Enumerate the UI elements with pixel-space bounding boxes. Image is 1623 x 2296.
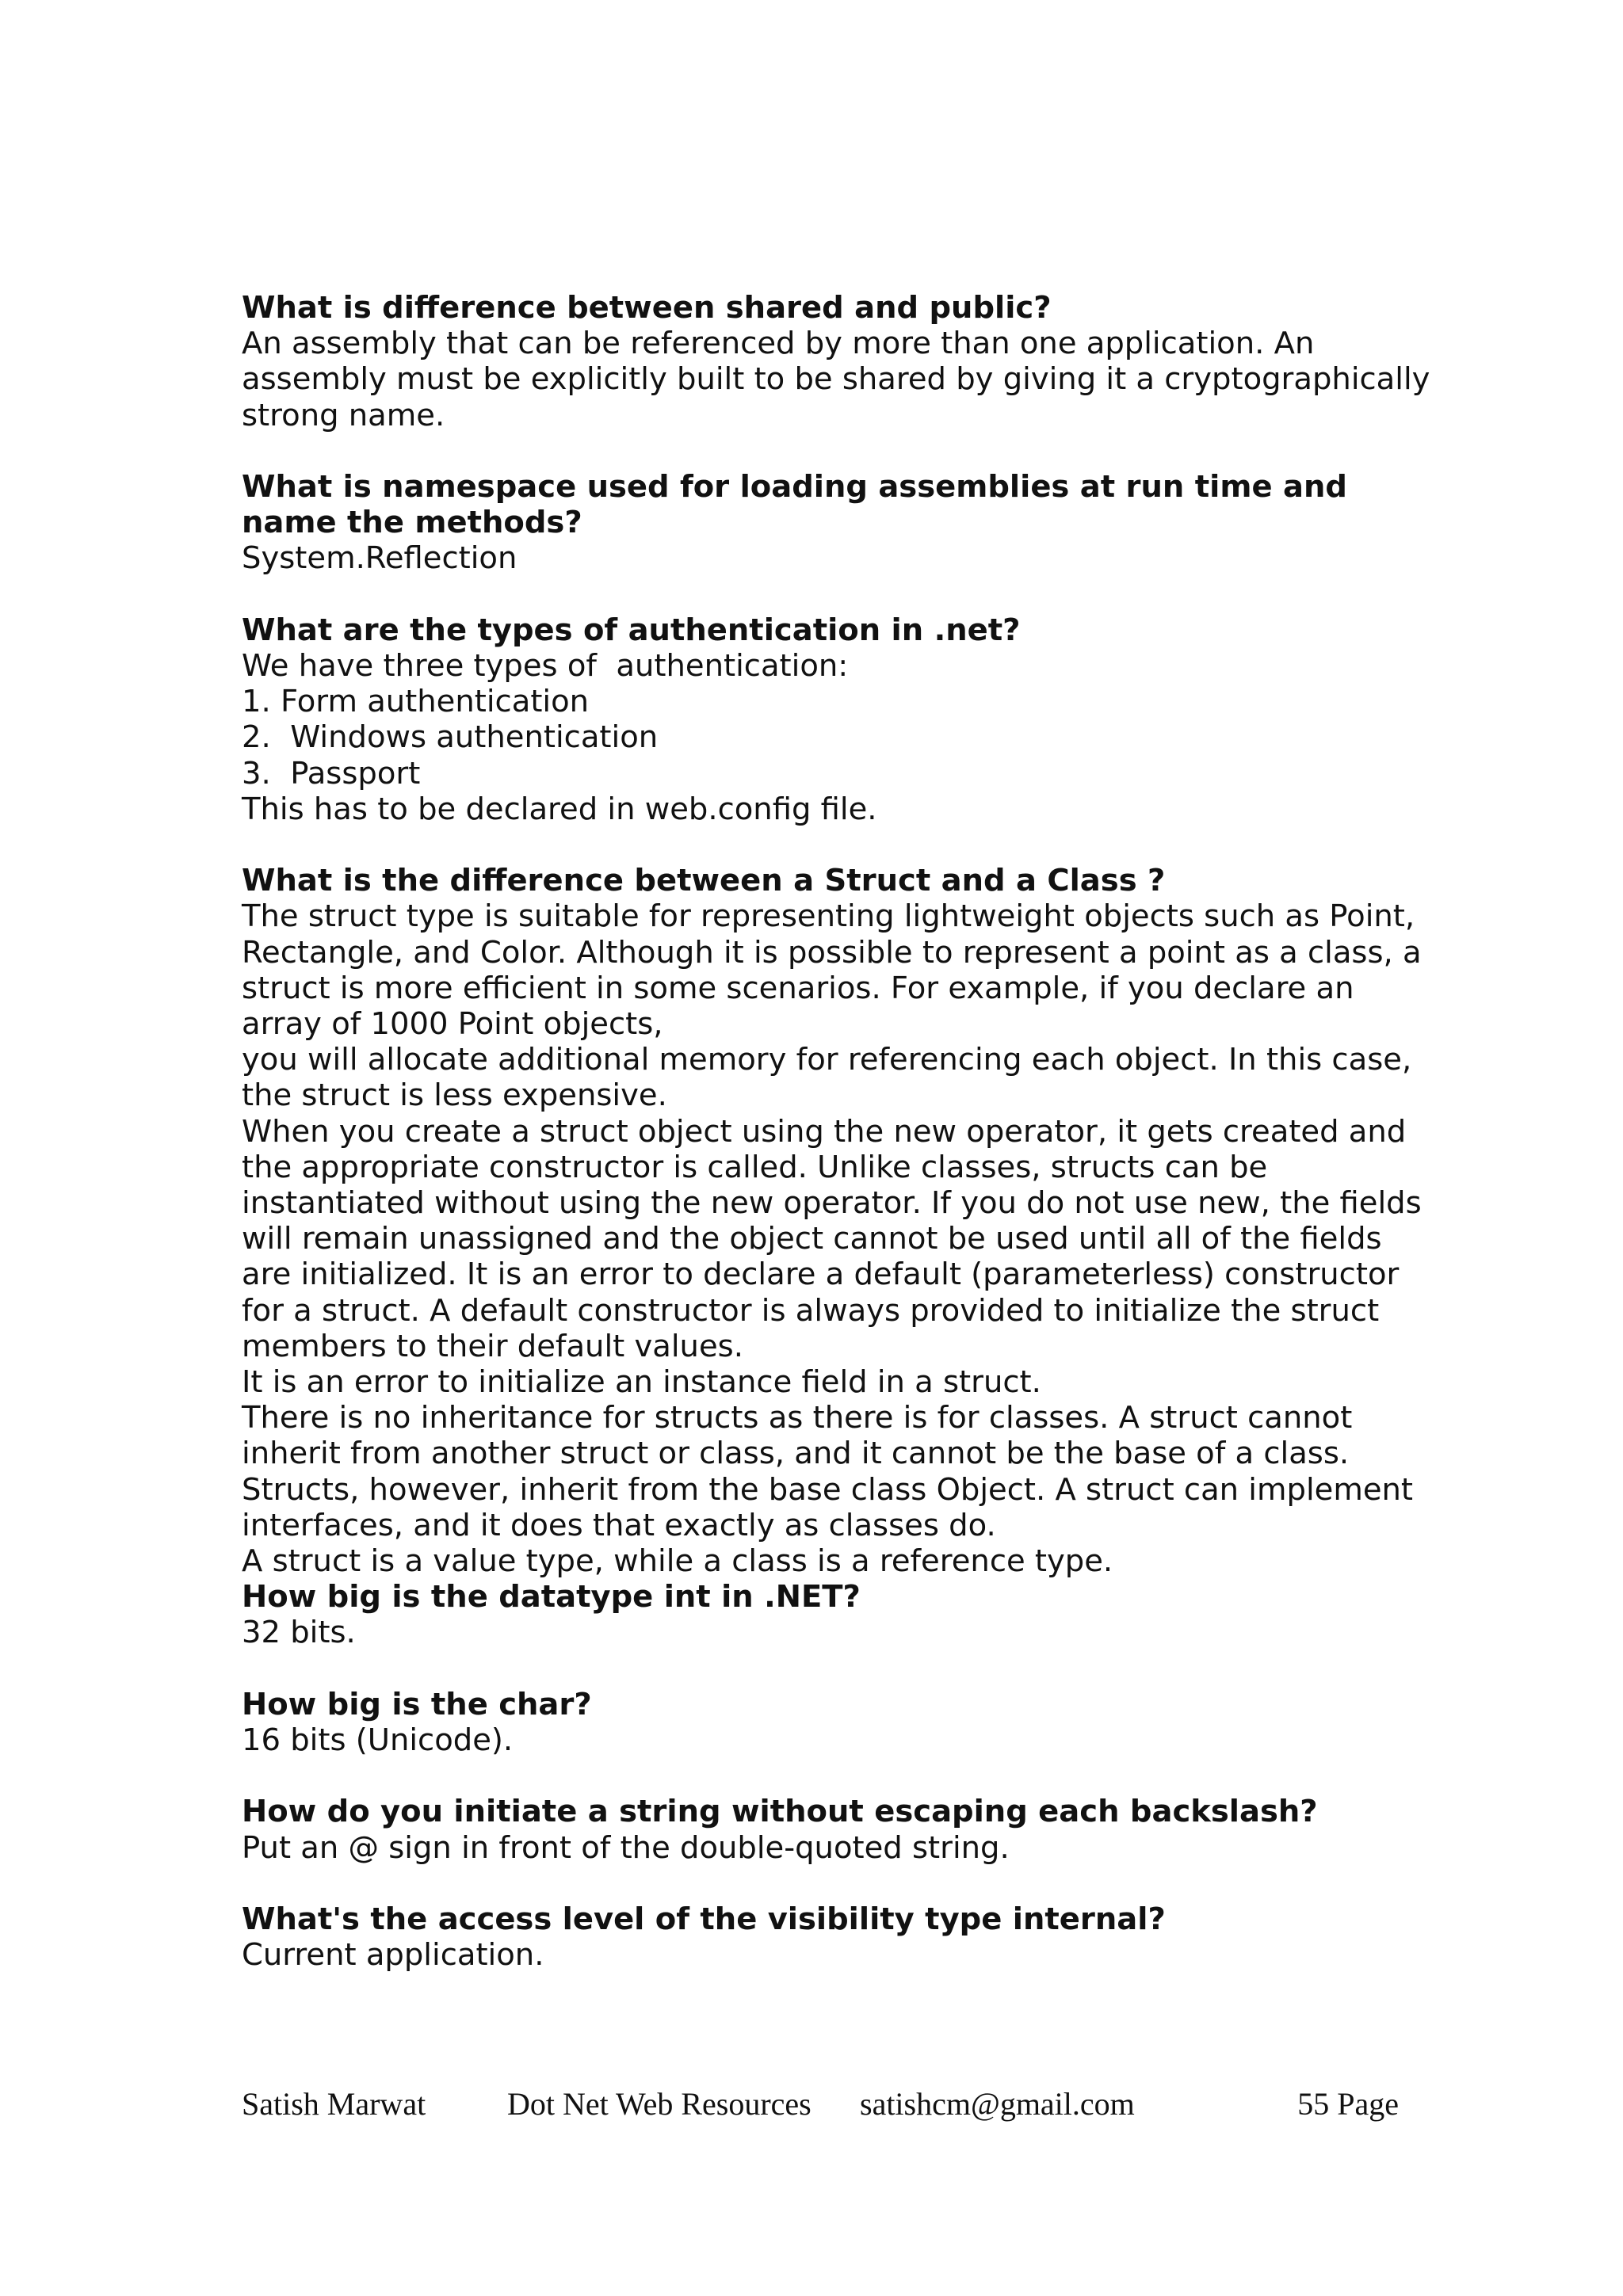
question-heading: What are the types of authentication in .net? xyxy=(242,612,1021,648)
footer-author: Satish Marwat xyxy=(242,2086,426,2122)
answer-line: inherit from another struct or class, and it cannot be the base of a class. xyxy=(242,1436,1350,1472)
question-heading: What is difference between shared and public? xyxy=(242,290,1052,326)
answer-line: the struct is less expensive. xyxy=(242,1077,667,1114)
list-item: 3. Passport xyxy=(242,755,421,791)
list-item: 2. Windows authentication xyxy=(242,719,659,756)
answer-line: This has to be declared in web.config file. xyxy=(242,791,877,827)
answer-line: struct is more efficient in some scenarios. For example, if you declare an xyxy=(242,970,1354,1006)
answer-line: assembly must be explicitly built to be shared by giving it a cryptographically xyxy=(242,361,1430,398)
answer-line: The struct type is suitable for representing lightweight objects such as Point, xyxy=(242,898,1415,935)
answer-line: Put an @ sign in front of the double-quoted string. xyxy=(242,1829,1010,1866)
question-heading: What is namespace used for loading assemblies at run time and xyxy=(242,469,1347,505)
answer-line: When you create a struct object using the new operator, it gets created and xyxy=(242,1113,1407,1150)
answer-line: interfaces, and it does that exactly as classes do. xyxy=(242,1507,996,1543)
footer-page-number: 55 Page xyxy=(1297,2086,1399,2122)
page-footer xyxy=(242,2085,1399,2133)
answer-line: Rectangle, and Color. Although it is possible to represent a point as a class, a xyxy=(242,934,1422,971)
question-heading: name the methods? xyxy=(242,505,582,541)
answer-line: We have three types of authentication: xyxy=(242,648,849,684)
question-heading: How big is the char? xyxy=(242,1686,592,1722)
answer-line: the appropriate constructor is called. Unlike classes, structs can be xyxy=(242,1149,1268,1185)
answer-line: 32 bits. xyxy=(242,1615,356,1651)
answer-line: Structs, however, inherit from the base class Object. A struct can implement xyxy=(242,1471,1414,1508)
answer-line: instantiated without using the new operator. If you do not use new, the fields xyxy=(242,1185,1422,1222)
answer-line: will remain unassigned and the object cannot be used until all of the fields xyxy=(242,1221,1382,1257)
footer-title: Dot Net Web Resources xyxy=(507,2086,812,2122)
answer-line: There is no inheritance for structs as there is for classes. A struct cannot xyxy=(242,1400,1353,1436)
document-body xyxy=(242,290,1430,1974)
answer-line: A struct is a value type, while a class is a reference type. xyxy=(242,1543,1113,1580)
footer-email: satishcm@gmail.com xyxy=(860,2086,1135,2122)
question-heading: What is the difference between a Struct and a Class ? xyxy=(242,863,1166,899)
answer-line: Current application. xyxy=(242,1937,544,1974)
question-heading: How do you initiate a string without escaping each backslash? xyxy=(242,1794,1318,1830)
answer-line: An assembly that can be referenced by more than one application. An xyxy=(242,326,1315,362)
answer-line: It is an error to initialize an instance field in a struct. xyxy=(242,1364,1041,1401)
list-item: 1. Form authentication xyxy=(242,684,590,720)
answer-line: members to their default values. xyxy=(242,1328,743,1364)
answer-line: array of 1000 Point objects, xyxy=(242,1006,663,1043)
answer-line: for a struct. A default constructor is always provided to initialize the struct xyxy=(242,1292,1380,1329)
answer-line: System.Reflection xyxy=(242,540,517,577)
answer-line: strong name. xyxy=(242,397,445,433)
question-heading: How big is the datatype int in .NET? xyxy=(242,1579,861,1615)
answer-line: are initialized. It is an error to declare a default (parameterless) constructor xyxy=(242,1257,1400,1293)
question-heading: What's the access level of the visibility type internal? xyxy=(242,1901,1166,1938)
answer-line: 16 bits (Unicode). xyxy=(242,1722,514,1759)
answer-line: you will allocate additional memory for referencing each object. In this case, xyxy=(242,1042,1412,1078)
